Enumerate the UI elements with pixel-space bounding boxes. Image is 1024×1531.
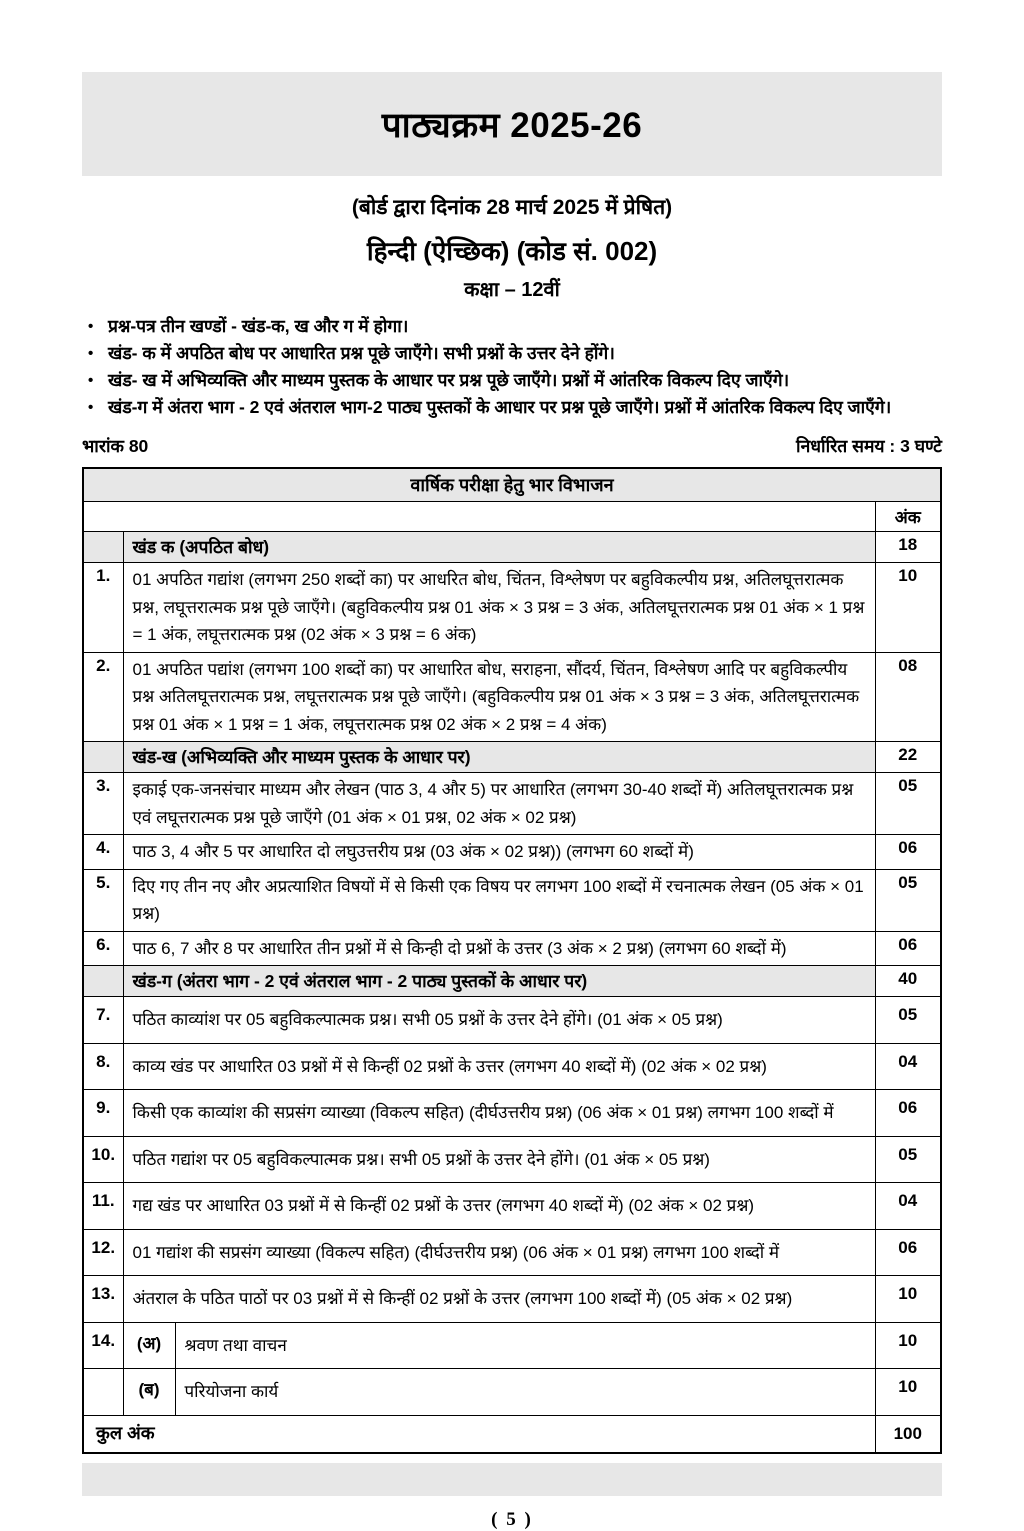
total-marks: 100 — [875, 1415, 941, 1453]
item-number — [83, 1369, 123, 1416]
section-number-cell — [83, 532, 123, 563]
item-text: 01 अपठित गद्यांश (लगभग 250 शब्दों का) पर आधरित बोध, चिंतन, विश्लेषण पर बहुविकल्पीय प्रश्न, अतिलघूत्तरात्मक प्रश्न, लघूत्तरात्मक प्रश्न पूछे जाएँगे। (बहुविकल्पीय प्रश्न 01 अंक × 3 प्रश्न = 3 अंक, अतिलघूत्तरात्मक प्रश्न 01 अंक × 1 प्रश्न = 1 अंक, लघूत्तरात्मक प्रश्न (02 अंक × 3 प्रश्न = 6 अंक) — [123, 563, 875, 653]
item-row — [83, 931, 941, 966]
item-row — [83, 997, 941, 1044]
time-allowed-label: निर्धारित समय : 3 घण्टे — [796, 436, 942, 456]
item-number: 3. — [83, 773, 123, 835]
meta-row — [82, 434, 942, 458]
bullet-icon: • — [88, 345, 94, 362]
footer-bar — [82, 1463, 942, 1496]
subitem-row — [83, 1322, 941, 1369]
instruction-text: खंड- क में अपठित बोध पर आधारित प्रश्न पूछे जाएँगे। सभी प्रश्नों के उत्तर देने होंगे। — [108, 343, 615, 363]
section-row — [83, 532, 941, 563]
instruction-item — [82, 367, 942, 394]
syllabus-page — [82, 0, 942, 1531]
item-text: पठित काव्यांश पर 05 बहुविकल्पात्मक प्रश्न। सभी 05 प्रश्नों के उत्तर देने होंगे। (01 अंक × 05 प्रश्न) — [123, 997, 875, 1044]
item-marks: 05 — [875, 1136, 941, 1183]
item-sublabel: (अ) — [123, 1322, 175, 1369]
item-text: श्रवण तथा वाचन — [175, 1322, 875, 1369]
item-number: 13. — [83, 1276, 123, 1323]
section-number-cell — [83, 742, 123, 773]
table-title: वार्षिक परीक्षा हेतु भार विभाजन — [83, 468, 941, 502]
instructions-list — [82, 313, 942, 421]
item-row — [83, 563, 941, 653]
weightage-table — [82, 467, 942, 1454]
item-marks: 05 — [875, 869, 941, 931]
instruction-item — [82, 313, 942, 340]
item-text: गद्य खंड पर आधारित 03 प्रश्नों में से किन्हीं 02 प्रश्नों के उत्तर (लगभग 40 शब्दों में) (02 अंक × 02 प्रश्न) — [123, 1183, 875, 1230]
item-row — [83, 1043, 941, 1090]
section-marks: 18 — [875, 532, 941, 563]
instruction-item — [82, 394, 942, 421]
blank-header-cell — [83, 502, 875, 532]
item-marks: 04 — [875, 1043, 941, 1090]
item-number: 8. — [83, 1043, 123, 1090]
item-text: 01 अपठित पद्यांश (लगभग 100 शब्दों का) पर आधारित बोध, सराहना, सौंदर्य, चिंतन, विश्लेषण आदि पर बहुविकल्पीय प्रश्न अतिलघूत्तरात्मक प्रश्न, लघूत्तरात्मक प्रश्न पूछे जाएँगे। (बहुविकल्पीय प्रश्न 01 अंक × 3 प्रश्न = 3 अंक, अतिलघूत्तरात्मक प्रश्न 01 अंक × 1 प्रश्न = 1 अंक, लघूत्तरात्मक प्रश्न 02 अंक × 2 प्रश्न = 4 अंक) — [123, 652, 875, 742]
item-number: 10. — [83, 1136, 123, 1183]
section-label: खंड क (अपठित बोध) — [123, 532, 875, 563]
item-number: 14. — [83, 1322, 123, 1369]
item-marks: 05 — [875, 773, 941, 835]
total-label: कुल अंक — [83, 1415, 875, 1453]
item-number: 6. — [83, 931, 123, 966]
item-sublabel: (ब) — [123, 1369, 175, 1416]
item-text: दिए गए तीन नए और अप्रत्याशित विषयों में से किसी एक विषय पर लगभग 100 शब्दों में रचनात्मक लेखन (05 अंक × 01 प्रश्न) — [123, 869, 875, 931]
item-text: अंतराल के पठित पाठों पर 03 प्रश्नों में से किन्हीं 02 प्रश्नों के उत्तर (लगभग 100 शब्दों में) (05 अंक × 02 प्रश्न) — [123, 1276, 875, 1323]
board-dispatch-line: (बोर्ड द्वारा दिनांक 28 मार्च 2025 में प्रेषित) — [351, 196, 673, 219]
bullet-icon: • — [88, 372, 94, 389]
item-text: पाठ 6, 7 और 8 पर आधारित तीन प्रश्नों में से किन्ही दो प्रश्नों के उत्तर (3 अंक × 2 प्रश्न) (लगभग 60 शब्दों में) — [123, 931, 875, 966]
item-marks: 06 — [875, 835, 941, 870]
marks-column-header: अंक — [875, 502, 941, 532]
item-marks: 10 — [875, 563, 941, 653]
section-label: खंड-ग (अंतरा भाग - 2 एवं अंतराल भाग - 2 पाठ्य पुस्तकों के आधार पर) — [123, 966, 875, 997]
item-number: 5. — [83, 869, 123, 931]
page-number: ( 5 ) — [491, 1508, 533, 1530]
item-marks: 06 — [875, 931, 941, 966]
item-row — [83, 1090, 941, 1137]
item-marks: 10 — [875, 1322, 941, 1369]
item-text: पाठ 3, 4 और 5 पर आधारित दो लघुउत्तरीय प्रश्न (03 अंक × 02 प्रश्न)) (लगभग 60 शब्दों में) — [123, 835, 875, 870]
page-title: पाठ्यक्रम 2025-26 — [381, 105, 643, 145]
item-row — [83, 1183, 941, 1230]
item-text: इकाई एक-जनसंचार माध्यम और लेखन (पाठ 3, 4 और 5) पर आधारित (लगभग 30-40 शब्दों में) अतिलघूत्तरात्मक प्रश्न एवं लघूत्तरात्मक प्रश्न पूछे जाएँगे (01 अंक × 01 प्रश्न, 02 अंक × 02 प्रश्न) — [123, 773, 875, 835]
table-title-row — [83, 468, 941, 502]
instruction-text: प्रश्न-पत्र तीन खण्डों - खंड-क, ख और ग में होगा। — [108, 316, 409, 336]
item-text: परियोजना कार्य — [175, 1369, 875, 1416]
bullet-icon: • — [88, 318, 94, 335]
item-marks: 08 — [875, 652, 941, 742]
item-row — [83, 835, 941, 870]
section-marks: 40 — [875, 966, 941, 997]
bullet-icon: • — [88, 399, 94, 416]
weightage-label: भारांक 80 — [82, 436, 149, 456]
section-label: खंड-ख (अभिव्यक्ति और माध्यम पुस्तक के आधार पर) — [123, 742, 875, 773]
item-row — [83, 773, 941, 835]
total-row — [83, 1415, 941, 1453]
item-marks: 06 — [875, 1090, 941, 1137]
section-marks: 22 — [875, 742, 941, 773]
item-number: 11. — [83, 1183, 123, 1230]
instruction-text: खंड-ग में अंतरा भाग - 2 एवं अंतराल भाग-2 पाठ्य पुस्तकों के आधार पर प्रश्न पूछे जाएँगे। प्रश्नों में आंतरिक विकल्प दिए जाएँगे। — [108, 397, 892, 417]
item-text: 01 गद्यांश की सप्रसंग व्याख्या (विकल्प सहित) (दीर्घउत्तरीय प्रश्न) (06 अंक × 01 प्रश्न) लगभग 100 शब्दों में — [123, 1229, 875, 1276]
title-banner — [82, 72, 942, 176]
item-number: 4. — [83, 835, 123, 870]
item-number: 2. — [83, 652, 123, 742]
item-text: पठित गद्यांश पर 05 बहुविकल्पात्मक प्रश्न। सभी 05 प्रश्नों के उत्तर देने होंगे। (01 अंक × 05 प्रश्न) — [123, 1136, 875, 1183]
item-number: 7. — [83, 997, 123, 1044]
item-number: 1. — [83, 563, 123, 653]
item-marks: 10 — [875, 1276, 941, 1323]
item-row — [83, 1276, 941, 1323]
item-row — [83, 1136, 941, 1183]
item-number: 9. — [83, 1090, 123, 1137]
subject-title: हिन्दी (ऐच्छिक) (कोड सं. 002) — [366, 236, 658, 266]
section-row — [83, 742, 941, 773]
class-line: कक्षा – 12वीं — [464, 279, 560, 301]
section-number-cell — [83, 966, 123, 997]
item-number: 12. — [83, 1229, 123, 1276]
weightage-table-body — [83, 468, 941, 1453]
item-text: किसी एक काव्यांश की सप्रसंग व्याख्या (विकल्प सहित) (दीर्घउत्तरीय प्रश्न) (06 अंक × 01 प्रश्न) लगभग 100 शब्दों में — [123, 1090, 875, 1137]
item-marks: 04 — [875, 1183, 941, 1230]
item-text: काव्य खंड पर आधारित 03 प्रश्नों में से किन्हीं 02 प्रश्नों के उत्तर (लगभग 40 शब्दों में) (02 अंक × 02 प्रश्न) — [123, 1043, 875, 1090]
table-header-row — [83, 502, 941, 532]
section-row — [83, 966, 941, 997]
instruction-text: खंड- ख में अभिव्यक्ति और माध्यम पुस्तक के आधार पर प्रश्न पूछे जाएँगे। प्रश्नों में आंतरिक विकल्प दिए जाएँगे। — [108, 370, 790, 390]
item-marks: 05 — [875, 997, 941, 1044]
item-row — [83, 652, 941, 742]
subitem-row — [83, 1369, 941, 1416]
item-row — [83, 869, 941, 931]
item-row — [83, 1229, 941, 1276]
instruction-item — [82, 340, 942, 367]
item-marks: 10 — [875, 1369, 941, 1416]
item-marks: 06 — [875, 1229, 941, 1276]
